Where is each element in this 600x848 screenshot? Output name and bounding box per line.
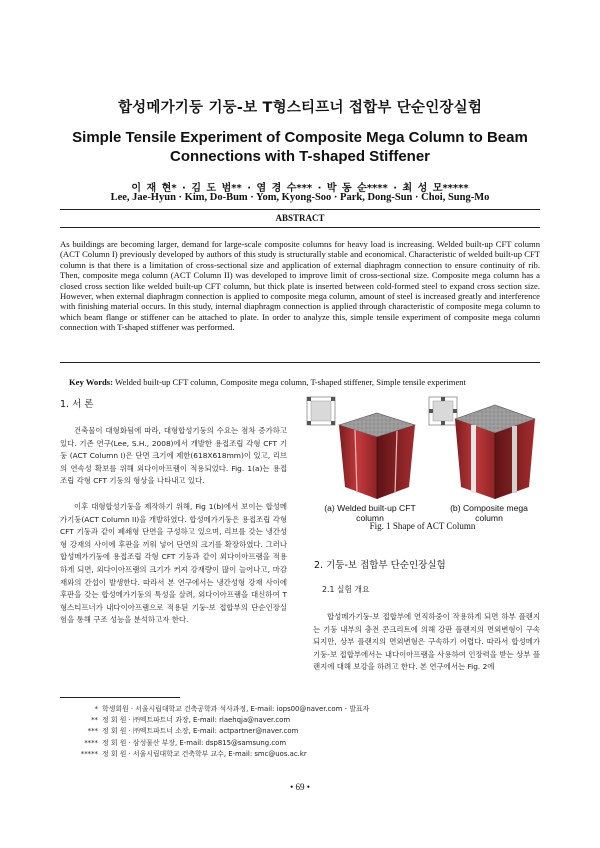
footnote-mark: *** — [87, 727, 98, 736]
footnote-mark: ***** — [80, 749, 98, 758]
keywords-label: Key Words: — [69, 377, 114, 387]
figure-1-images — [305, 395, 540, 503]
keywords-line — [69, 377, 539, 387]
figure-1-caption: Fig. 1 Shape of ACT Column — [369, 521, 476, 531]
footnote-text: 정 회 원 · 서울시립대학교 건축학부 교수, E-mail: smc@uos.ac.kr — [102, 749, 307, 758]
paper-title-english: Simple Tensile Experiment of Composite Mega Column to Beam Connections with T-shaped Stiffener — [72, 129, 528, 165]
section-1-heading: 1. 서 론 — [60, 399, 94, 410]
authors-english: Lee, Jae-Hyun · Kim, Do-Bum · Yom, Kyong-Soo · Park, Dong-Sun · Choi, Sung-Mo — [110, 192, 490, 203]
footnote-mark: ** — [91, 716, 98, 725]
abstract-body: As buildings are becoming larger, demand for large-scale composite columns for heavy load is increasing. Welded built-up CFT column (ACT Column I) previously developed by authors of this study is structurally stable and economical. Characteristic of welded built-up CFT column is that there is a limitation of cross-sectional size and application of external diaphragm connection to ensure continuity of rib. Then, composite mega column (ACT Column II) was developed to improve limit of cross-sectional size. Composite mega column has a closed cross section like welded built-up CFT column, but thick plate is inserted between cold-formed steel to expand cross section size. However, when external diaphragm connection is applied to composite mega column, amount of steel is increased greatly and interference with finishing material occurs. In this study, internal diaphragm connection is applied through characteristic of composite mega column to which beam flange or stiffener can be attached to plate. In order to analyze this, simple tensile experiment of composite mega column connection with T-shaped stiffener was performed. — [60, 239, 540, 333]
page-number: • 69 • — [290, 782, 310, 792]
abstract-top-rule — [60, 209, 540, 210]
abstract-heading: ABSTRACT — [275, 213, 325, 223]
abstract-heading-rule — [60, 227, 540, 228]
footnote-2 — [60, 715, 540, 726]
section-2-1-heading: 2.1 실험 개요 — [322, 585, 370, 594]
footnote-text: 정 회 원 · ㈜엑트파트너 소장, E-mail: actpartner@naver.com — [102, 727, 299, 736]
figure-1a-column — [339, 413, 415, 499]
footnote-rule — [60, 697, 180, 698]
footnote-3 — [60, 726, 540, 737]
figure-1a-label: (a) Welded built-up CFT column — [324, 503, 416, 523]
keywords-text: Welded built-up CFT column, Composite mega column, T-shaped stiffener, Simple tensile experiment — [115, 377, 466, 387]
figure-1b-column — [455, 405, 535, 499]
section-1-paragraph-2: 이후 대형합성기둥을 제작하기 위해, Fig 1(b)에서 보이는 합성메가기둥(ACT Column II)을 개발하였다. 합성메가기둥은 용접조립 각형 CFT 기둥과 같이 폐쇄형 단면을 구성하고 있으며, 리브를 갖는 냉간성형 강재의 사이에 후판을 끼워 넣어 단면의 크기를 확장하였다. 그러나 합성메가기둥에 용접조립 각형 CFT 기둥과 같이 외다이아프램을 적용하게 되면, 외다이아프램의 크기가 커져 강재량이 많이 늘어나고, 마감재와의 간섭이 발생한다. 따라서 본 연구에서는 냉간성형 강재 사이에 후판을 갖는 합성메가기둥의 특성을 살려, 외다이아프램을 대신하여 T형스티프너가 내다이아프램으로 적용된 기둥-보 접합부의 단순인장실험을 통해 구조 성능을 분석하고자 한다. — [60, 502, 287, 625]
footnote-1 — [60, 704, 540, 715]
footnote-text: 정 회 원 · 삼성물산 부장, E-mail: dsp815@samsung.com — [102, 738, 287, 747]
figure-1b-label: (b) Composite mega column — [450, 503, 528, 523]
section-1-paragraph-1: 건축물이 대형화됨에 따라, 대형합성기둥의 수요는 점차 증가하고 있다. 기존 연구(Lee, S.H., 2008)에서 개발한 용접조립 각형 CFT 기둥 (ACT Column I)은 단면 크기에 제한(618X618mm)이 있고, 리브의 연속성 확보를 위해 외다이아프램이 적용되었다. Fig. 1(a)는 용접조립 각형 CFT 기둥의 형상을 나타내고 있다. — [60, 426, 287, 486]
footnote-text: 학생회원 · 서울시립대학교 건축공학과 석사과정, E-mail: iops00@naver.com - 발표자 — [102, 705, 370, 713]
section-2-heading: 2. 기둥-보 접합부 단순인장실험 — [314, 560, 446, 571]
footnote-4 — [60, 738, 540, 749]
section-2-paragraph: 합성메가기둥-보 접합부에 연직하중이 작용하게 되면 하부 플랜지는 기둥 내부의 충전 콘크리트에 의해 강판 플랜지의 면외변형이 구속되지만, 상부 플랜지의 면외변형은 구속하기 어렵다. 따라서 합성메가기둥-보 접합부에서는 내다이아프램을 사용하여 인장력을 받는 상부 플랜지에 대해 보강을 하려고 한다. 본 연구에서는 Fig. 2에 — [313, 612, 540, 672]
paper-title-korean: 합성메가기둥 기둥-보 T형스티프너 접합부 단순인장실험 — [117, 100, 483, 116]
footnote-5 — [60, 749, 540, 760]
footnote-mark: * — [94, 705, 98, 713]
figure-1a-section-sketch — [307, 397, 335, 425]
abstract-bottom-rule — [60, 362, 540, 363]
footnote-mark: **** — [84, 738, 98, 747]
footnotes — [60, 704, 540, 760]
figure-1b-section-sketch — [429, 397, 457, 425]
authors-korean: 이 재 현* · 김 도 범** · 염 경 수*** · 박 동 순**** · 최 성 모***** — [131, 183, 469, 194]
footnote-text: 정 회 원 · ㈜엑트파트너 과장, E-mail: rlaehqja@naver.com — [102, 716, 291, 725]
